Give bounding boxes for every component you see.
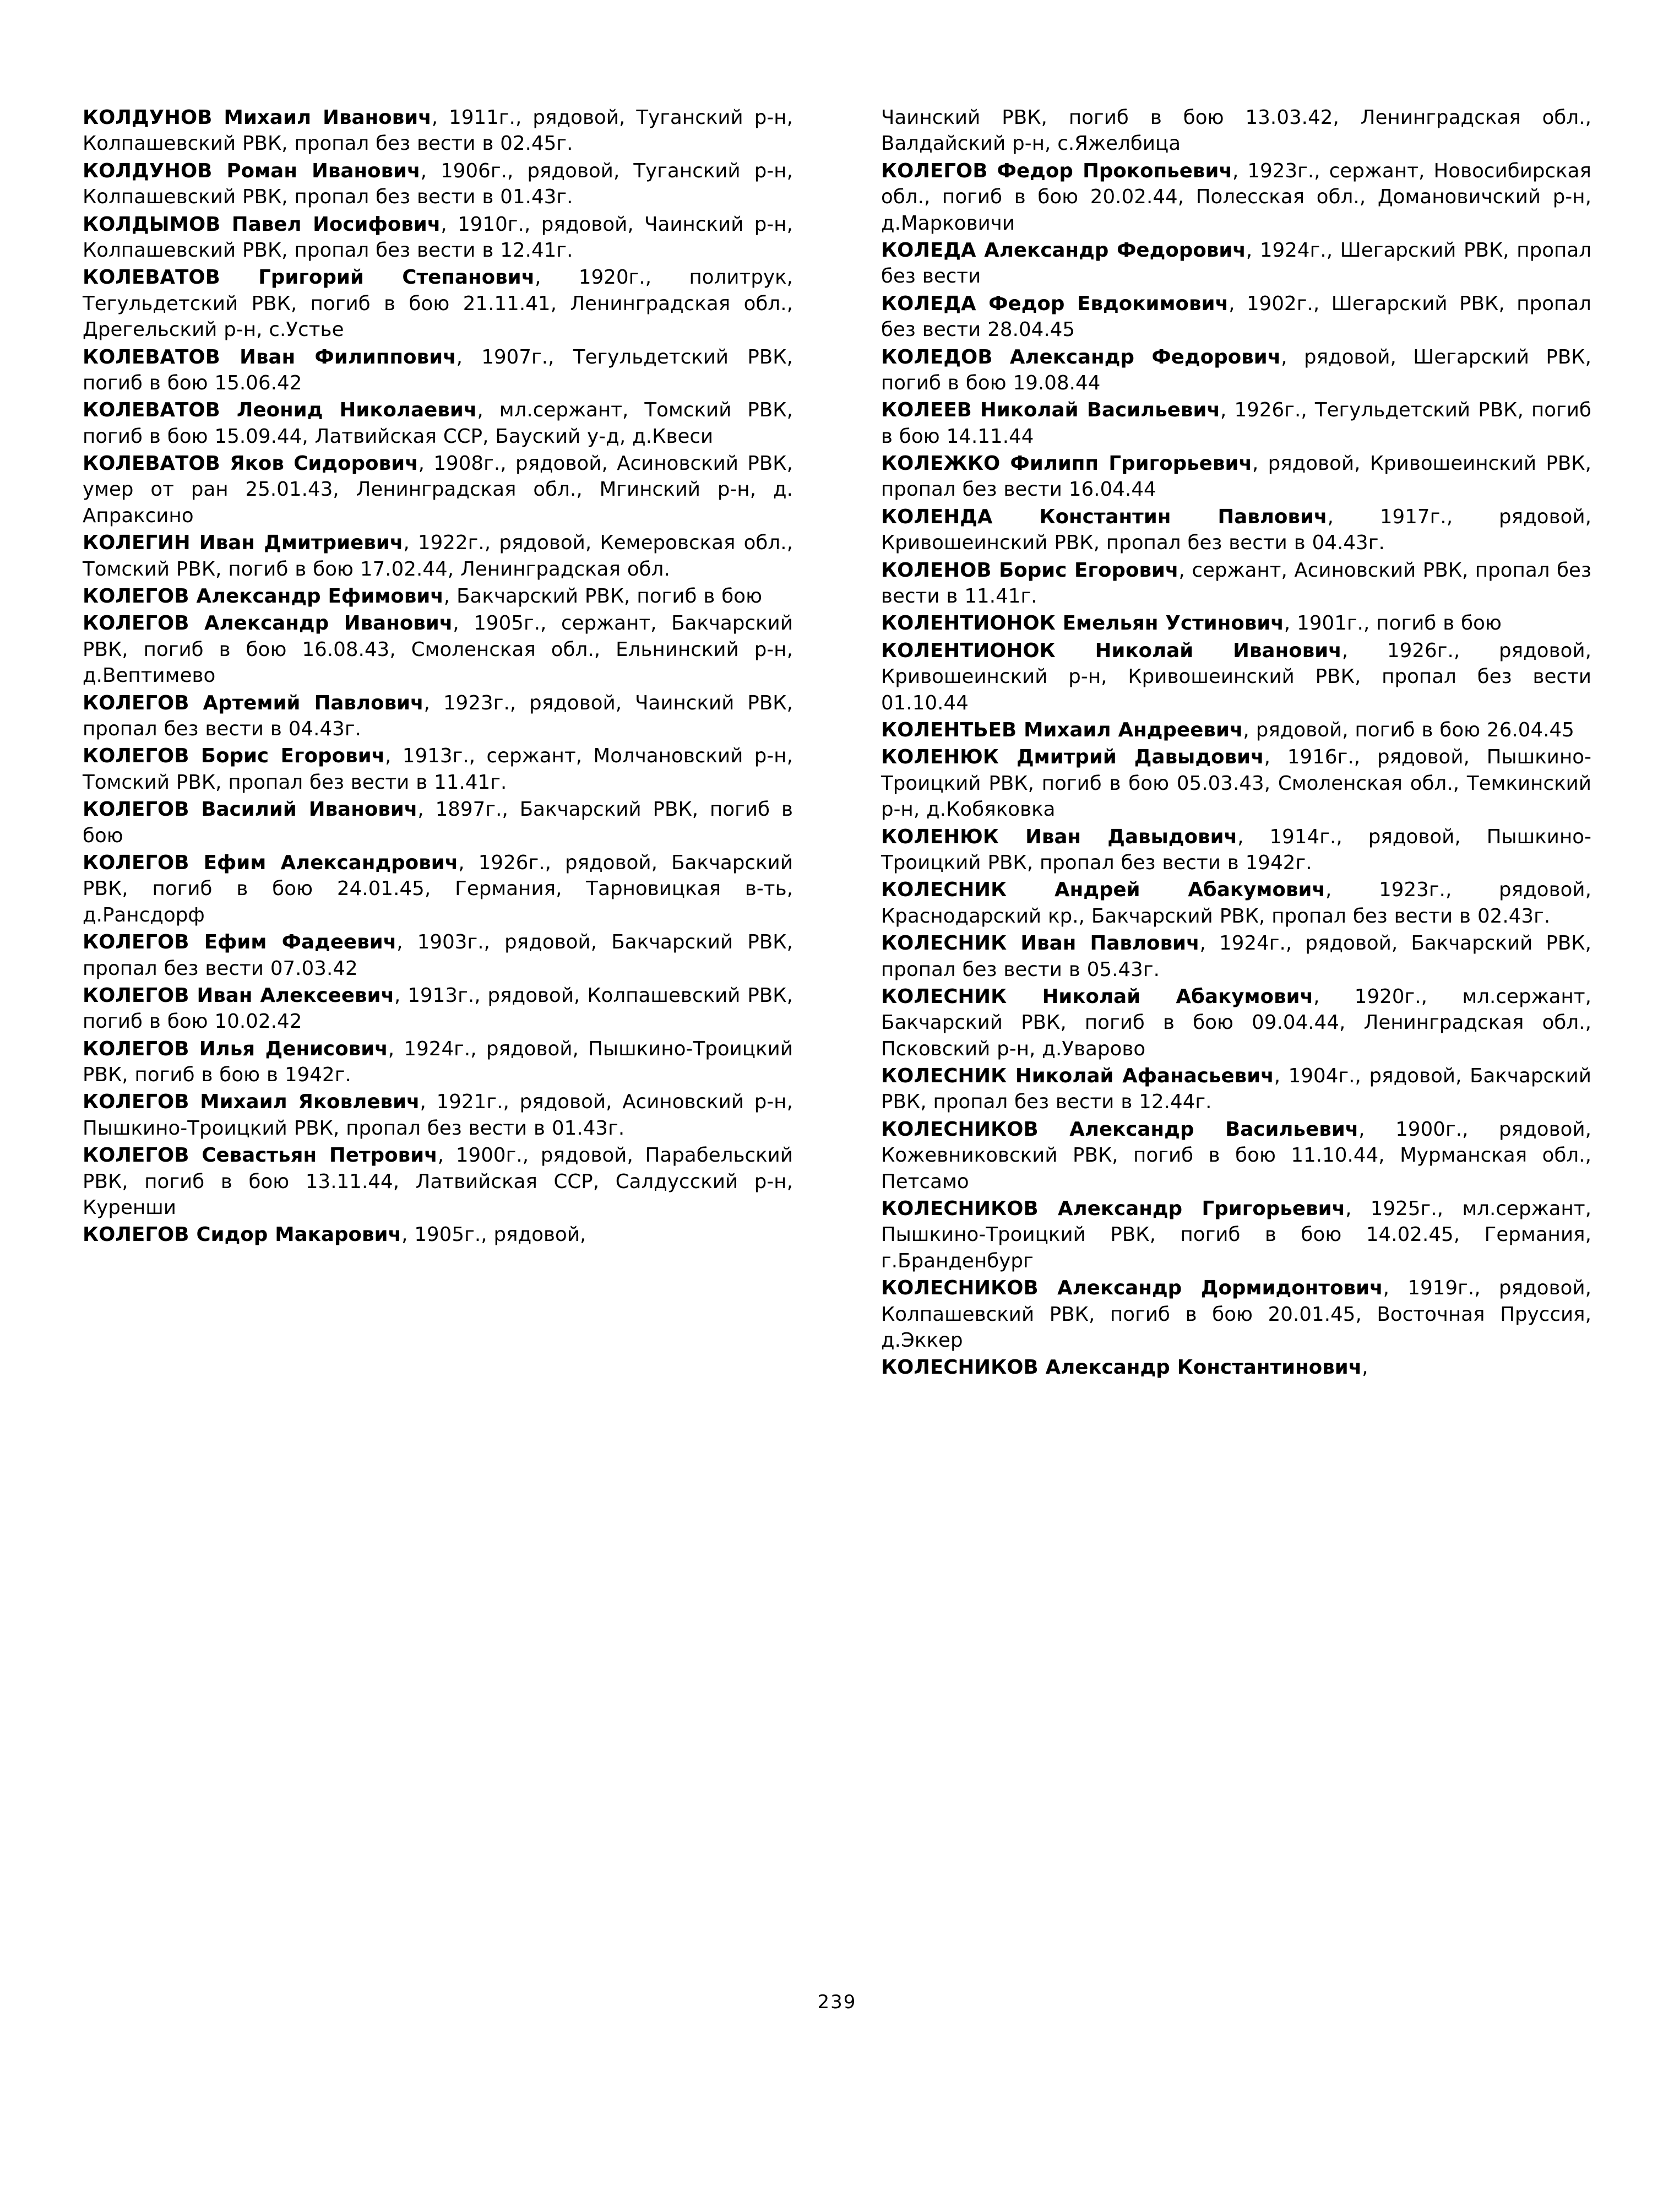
record-entry xyxy=(83,530,793,582)
record-details: , 1920г., политрук, Тегульдетский РВК, погиб в бою 21.11.41, Ленинградская обл., Дрегельский р-н, с.Устье xyxy=(83,266,793,341)
record-details: , 1900г., рядовой, Кожевниковский РВК, погиб в бою 11.10.44, Мурманская обл., Петсамо xyxy=(881,1118,1591,1193)
record-entry xyxy=(83,451,793,529)
record-details: , 1906г., рядовой, Туганский р-н, Колпашевский РВК, пропал без вести в 01.43г. xyxy=(83,159,793,209)
record-details: , 1920г., мл.сержант, Бакчарский РВК, погиб в бою 09.04.44, Ленинградская обл., Псковский р-н, д.Уварово xyxy=(881,985,1592,1060)
record-details: , 1926г., Тегульдетский РВК, погиб в бою 14.11.44 xyxy=(881,399,1591,448)
record-name: КОЛЕНТЬЕВ Михаил Андреевич xyxy=(881,718,1243,741)
record-details: , рядовой, Кривошеинский РВК, пропал без вести 16.04.44 xyxy=(881,452,1591,501)
record-entry xyxy=(83,212,793,264)
record-entry xyxy=(881,610,1591,636)
record-entry xyxy=(83,796,793,849)
record-details: , 1905г., сержант, Бакчарский РВК, погиб в бою 16.08.43, Смоленская обл., Ельнинский р-н, д.Вептимево xyxy=(83,612,793,687)
record-entry xyxy=(83,743,793,795)
record-name: КОЛЕГОВ Илья Денисович xyxy=(83,1037,388,1060)
record-name: КОЛЕСНИКОВ Александр Васильевич xyxy=(881,1118,1359,1141)
record-entry xyxy=(83,1142,793,1221)
record-name: КОЛДЫМОВ Павел Иосифович xyxy=(83,213,441,236)
record-details: , 1919г., рядовой, Колпашевский РВК, погиб в бою 20.01.45, Восточная Пруссия, д.Эккер xyxy=(881,1277,1592,1352)
record-details: , 1900г., рядовой, Парабельский РВК, погиб в бою 13.11.44, Латвийская ССР, Салдусский р-н, Куренши xyxy=(83,1144,793,1219)
record-details: , 1904г., рядовой, Бакчарский РВК, пропал без вести в 12.44г. xyxy=(881,1065,1591,1114)
record-entry xyxy=(881,1354,1591,1380)
record-entry xyxy=(83,1036,793,1088)
record-name: КОЛЕГОВ Борис Егорович xyxy=(83,745,385,768)
record-details: , 1921г., рядовой, Асиновский р-н, Пышкино-Троицкий РВК, пропал без вести в 01.43г. xyxy=(83,1091,793,1140)
record-entry xyxy=(881,504,1591,556)
record-entry xyxy=(83,105,793,157)
record-name: КОЛЕГОВ Александр Иванович xyxy=(83,612,453,635)
record-details: , 1908г., рядовой, Асиновский РВК, умер от ран 25.01.43, Ленинградская обл., Мгинский р-н, д. Апраксино xyxy=(83,452,793,527)
record-name: КОЛЕДА Федор Евдокимович xyxy=(881,292,1229,315)
record-name: КОЛЕНДА Константин Павлович xyxy=(881,505,1328,528)
record-details: , xyxy=(1362,1356,1368,1379)
record-details: , 1910г., рядовой, Чаинский р-н, Колпашевский РВК, пропал без вести в 12.41г. xyxy=(83,213,793,262)
record-details: , 1902г., Шегарский РВК, пропал без вести 28.04.45 xyxy=(881,292,1591,341)
record-entry xyxy=(881,877,1591,929)
record-entry xyxy=(83,690,793,742)
record-details: , 1926г., рядовой, Бакчарский РВК, погиб в бою 24.01.45, Германия, Тарновицкая в-ть, д.Рансдорф xyxy=(83,851,793,926)
record-name: КОЛЕСНИКОВ Александр Григорьевич xyxy=(881,1197,1346,1221)
record-entry xyxy=(881,397,1591,449)
record-entry xyxy=(83,1222,793,1248)
record-name: КОЛЕГОВ Ефим Фадеевич xyxy=(83,931,397,954)
record-details: , 1923г., рядовой, Чаинский РВК, пропал без вести в 04.43г. xyxy=(83,691,793,740)
record-name: КОЛЕСНИКОВ Александр Дормидонтович xyxy=(881,1277,1383,1300)
record-name: КОЛЕВАТОВ Иван Филиппович xyxy=(83,345,456,368)
record-entry xyxy=(881,158,1591,236)
record-details: , 1897г., Бакчарский РВК, погиб в бою xyxy=(83,798,793,847)
record-details: , 1907г., Тегульдетский РВК, погиб в бою 15.06.42 xyxy=(83,345,793,394)
record-entry xyxy=(83,929,793,982)
record-details: , 1924г., Шегарский РВК, пропал без вести xyxy=(881,238,1591,288)
page-number: 239 xyxy=(817,1991,857,2013)
record-details: , сержант, Асиновский РВК, пропал без вести в 11.41г. xyxy=(881,559,1591,608)
record-name: КОЛЕВАТОВ Григорий Степанович xyxy=(83,266,535,289)
record-entry xyxy=(881,744,1591,822)
column-right xyxy=(881,105,1591,1382)
record-name: КОЛЕДА Александр Федорович xyxy=(881,238,1246,262)
record-entry xyxy=(83,850,793,928)
record-details: , 1901г., погиб в бою xyxy=(1284,612,1502,635)
record-name: КОЛЕДОВ Александр Федорович xyxy=(881,345,1281,368)
record-entry xyxy=(83,983,793,1035)
record-name: КОЛЕГОВ Иван Алексеевич xyxy=(83,984,395,1007)
record-name: КОЛЕГОВ Севастьян Петрович xyxy=(83,1144,438,1167)
record-entry xyxy=(881,930,1591,983)
record-name: КОЛЕГОВ Артемий Павлович xyxy=(83,691,424,714)
record-entry xyxy=(83,344,793,397)
record-name: КОЛЕНЮК Дмитрий Давыдович xyxy=(881,746,1264,769)
column-left xyxy=(83,105,793,1249)
record-entry xyxy=(881,1196,1591,1274)
record-entry xyxy=(881,824,1591,876)
record-entry xyxy=(881,557,1591,610)
record-entry xyxy=(881,1116,1591,1195)
record-details: , 1917г., рядовой, Кривошеинский РВК, пропал без вести в 04.43г. xyxy=(881,505,1591,555)
record-name: КОЛЕГОВ Сидор Макарович xyxy=(83,1223,402,1246)
record-entry xyxy=(881,984,1591,1062)
record-name: КОЛЕГОВ Александр Ефимович xyxy=(83,585,444,608)
record-entry xyxy=(83,264,793,343)
record-entry xyxy=(83,397,793,449)
record-name: КОЛЕНТИОНОК Емельян Устинович xyxy=(881,612,1284,635)
record-entry xyxy=(83,158,793,210)
record-entry xyxy=(881,1063,1591,1115)
record-name: КОЛЕСНИК Николай Афанасьевич xyxy=(881,1065,1274,1088)
record-name: КОЛЕСНИКОВ Александр Константинович xyxy=(881,1356,1362,1379)
record-entry xyxy=(83,610,793,688)
record-details: , рядовой, погиб в бою 26.04.45 xyxy=(1243,718,1574,741)
record-details: , 1914г., рядовой, Пышкино-Троицкий РВК, пропал без вести в 1942г. xyxy=(881,825,1592,874)
record-entry xyxy=(881,1275,1591,1353)
record-details: , Бакчарский РВК, погиб в бою xyxy=(443,585,763,608)
record-details: , рядовой, Шегарский РВК, погиб в бою 19.08.44 xyxy=(881,345,1591,394)
record-entry xyxy=(881,451,1591,503)
record-details: , 1926г., рядовой, Кривошеинский р-н, Кривошеинский РВК, пропал без вести 01.10.44 xyxy=(881,639,1592,714)
record-details: , 1925г., мл.сержант, Пышкино-Троицкий РВК, погиб в бою 14.02.45, Германия, г.Бранденбург xyxy=(881,1197,1591,1272)
record-name: КОЛЕГИН Иван Дмитриевич xyxy=(83,532,404,555)
record-name: КОЛДУНОВ Роман Иванович xyxy=(83,159,421,182)
record-details: , 1913г., рядовой, Колпашевский РВК, погиб в бою 10.02.42 xyxy=(83,984,793,1033)
record-entry xyxy=(881,717,1591,743)
record-name: КОЛЕНТИОНОК Николай Иванович xyxy=(881,639,1342,662)
record-details: , 1903г., рядовой, Бакчарский РВК, пропал без вести 07.03.42 xyxy=(83,931,793,980)
record-entry xyxy=(881,237,1591,290)
record-entry xyxy=(83,1089,793,1141)
record-details: , 1913г., сержант, Молчановский р-н, Томский РВК, пропал без вести в 11.41г. xyxy=(83,745,793,794)
record-name: КОЛЕВАТОВ Леонид Николаевич xyxy=(83,399,477,422)
record-name: КОЛЕГОВ Федор Прокопьевич xyxy=(881,159,1232,182)
record-entry xyxy=(881,344,1591,397)
record-name: КОЛЕСНИК Иван Павлович xyxy=(881,932,1200,955)
record-details: , 1923г., рядовой, Краснодарский кр., Бакчарский РВК, пропал без вести в 02.43г. xyxy=(881,879,1591,928)
text-columns xyxy=(83,105,1591,1382)
record-details: , 1922г., рядовой, Кемеровская обл., Томский РВК, погиб в бою 17.02.44, Ленинградская обл. xyxy=(83,532,793,581)
record-details: , 1923г., сержант, Новосибирская обл., погиб в бою 20.02.44, Полесская обл., Домановичский р-н, д.Марковичи xyxy=(881,159,1591,235)
record-details: Чаинский РВК, погиб в бою 13.03.42, Ленинградская обл., Валдайский р-н, с.Яжелбица xyxy=(881,106,1591,155)
record-name: КОЛЕНЮК Иван Давыдович xyxy=(881,825,1238,848)
record-name: КОЛЕГОВ Ефим Александрович xyxy=(83,851,459,874)
record-details: , 1924г., рядовой, Бакчарский РВК, пропал без вести в 05.43г. xyxy=(881,932,1591,981)
record-name: КОЛЕНОВ Борис Егорович xyxy=(881,559,1179,582)
record-entry xyxy=(83,583,793,609)
record-name: КОЛЕВАТОВ Яков Сидорович xyxy=(83,452,418,475)
record-name: КОЛЕЖКО Филипп Григорьевич xyxy=(881,452,1252,475)
record-name: КОЛЕЕВ Николай Васильевич xyxy=(881,399,1220,422)
record-entry xyxy=(881,638,1591,716)
record-name: КОЛЕСНИК Андрей Абакумович xyxy=(881,879,1325,902)
record-name: КОЛЕГОВ Михаил Яковлевич xyxy=(83,1091,420,1114)
record-name: КОЛДУНОВ Михаил Иванович xyxy=(83,106,432,129)
record-name: КОЛЕГОВ Василий Иванович xyxy=(83,798,418,821)
record-details: , 1911г., рядовой, Туганский р-н, Колпашевский РВК, пропал без вести в 02.45г. xyxy=(83,106,793,155)
record-details: , мл.сержант, Томский РВК, погиб в бою 15.09.44, Латвийская ССР, Бауский у-д, д.Квеси xyxy=(83,399,793,448)
record-details: , 1916г., рядовой, Пышкино-Троицкий РВК, погиб в бою 05.03.43, Смоленская обл., Темкинский р-н, д.Кобяковка xyxy=(881,746,1592,821)
record-entry xyxy=(881,105,1591,157)
record-details: , 1924г., рядовой, Пышкино-Троицкий РВК, погиб в бою в 1942г. xyxy=(83,1037,793,1087)
record-details: , 1905г., рядовой, xyxy=(401,1223,586,1246)
record-name: КОЛЕСНИК Николай Абакумович xyxy=(881,985,1314,1008)
record-entry xyxy=(881,291,1591,343)
